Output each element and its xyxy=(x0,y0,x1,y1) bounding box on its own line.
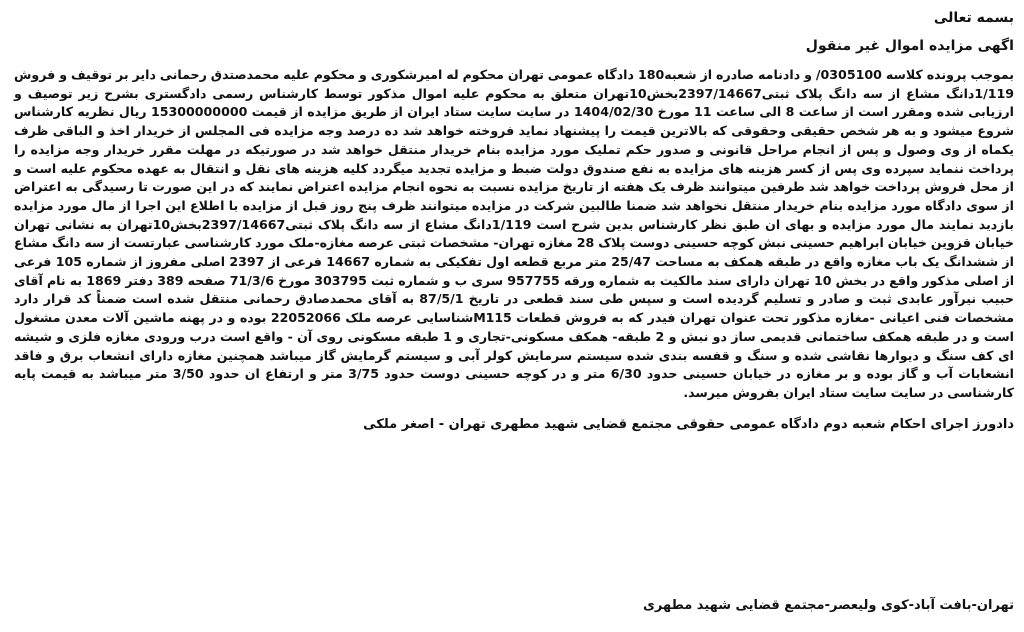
invocation-header: بسمه تعالی xyxy=(933,10,1014,26)
notice-title: اگهی مزایده اموال غیر منقول xyxy=(805,38,1014,54)
notice-body: بموجب پرونده کلاسه 0305100/ و دادنامه صادره از شعبه180 دادگاه عمومی تهران محکوم له امیرشکوری و محکوم علیه محمدصتدق رحمانی دایر بر توقیف و فروش 1/119دانگ مشاع از سه دانگ پلاک ثبتی2397/14667بخش10تهران متعلق به محکوم علیه اموال مذکور توسط کارشناس رسمی دادگستری بشرح زیر توصیف و ارزیابی شده ومقرر است از ساعت 8 الی ساعت 11 مورخ 1404/02/30 در سایت سایت ستاد ایران از طریق مزایده از قیمت 15300000000 ریال نظریه کارشناس شروع میشود و به هر شخص حقیقی وحقوقی که بالاترین قیمت را پیشنهاد نماید فروخته خواهد شد ده درصد وجه مزایده فی المجلس از خریدار اخذ و الباقی ظرف یکماه از وی وصول و پس از انجام مراحل قانونی و صدور حکم تملیک مورد مزایده بنام خریدار منتقل خواهد شد در صورتیکه در مهلت مقرر خریدار وجه مزایده را پرداخت ننماید سپرده وی پس از کسر هزینه های مزایده به نفع صندوق دولت ضبط و مزایده تجدید میگردد کلیه هزینه های نقل و انتقال به عهده محکوم علیه است و از محل فروش پرداخت خواهد شد طرفین میتوانند ظرف یک هفته از تاریخ مزایده نسبت به نحوه انجام مزایده اعتراض نمایند که در این صورت تا رسیدگی به اعتراض از سوی دادگاه مورد مزایده بنام خریدار منتقل نخواهد شد ضمنا طالبین شرکت در مزایده میتوانند ظرف پنج روز قبل از مزایده با اطلاع این اجرا از مال مورد مزایده بازدید نمایند مال مورد مزایده و بهای ان طبق نظر کارشناس بدین شرح است 1/119دانگ مشاع از سه دانگ پلاک ثبتی2397/14667بخش10تهران به نشانی تهران خیابان قزوین خیابان ابراهیم حسینی نبش کوچه حسینی دوست پلاک 28 مغازه تهران- مشخصات ثبتی عرصه مغازه-ملک مورد کارشناسی عبارتست از سه دانگ مشاع از ششدانگ یک باب مغازه واقع در طبقه همکف به مساحت 25/47 متر مربع قطعه اول تفکیکی به شماره 14667 فرعی از 2397 اصلی مفروز از شماره 105 فرعی از اصلی مذکور واقع در بخش 10 تهران دارای سند مالکیت به شماره ورقه 957755 سری ب و شماره ثبت 303795 مورخ 71/3/6 صفحه 389 دفتر 1869 به نام آقای حبیب نیرآور عابدی ثبت و صادر و تسلیم گردیده است و سپس طی سند قطعی در تاریخ 87/5/1 به آقای محمدصادق رحمانی منتقل شده است ضمناً کد قرار دارد مشخصات فنی اعیانی -مغازه مذکور تحت عنوان تهران فیدر که به فروش قطعات M115شناسایی عرصه ملک 22052066 بوده و در پهنه ماشین آلات معدن مشغول است و در طبقه همکف ساختمانی قدیمی ساز دو نبش و 2 طبقه- همکف مسکونی-تجاری و 1 طبقه مسکونی روی آن - واقع است درب ورودی مغازه فلزی و شیشه ای کف سنگ و دیوارها نقاشی شده و سنگ و قفسه بندی شده سیستم سرمایش کولر آبی و سیستم گرمایش گاز میباشد همچنین مغازه دارای انشعاب برق و فاقد انشعابات آب و گاز بوده و بر مغازه در خیابان حسینی حدود 6/30 متر و در کوچه حسینی دوست حدود 3/75 متر و ارتفاع ان حدود 3/50 متر میباشد به قیمت پایه کارشناسی در سایت سایت ستاد ایران بفروش میرسد. xyxy=(14,67,1015,400)
court-address: تهران-بافت آباد-کوی ولیعصر-مجتمع قضایی شهید مطهری xyxy=(642,598,1014,613)
signature-line: دادورز اجرای احکام شعبه دوم دادگاه عمومی حقوقی مجتمع قضایی شهید مطهری تهران - اصغر ملکی xyxy=(363,416,1014,432)
